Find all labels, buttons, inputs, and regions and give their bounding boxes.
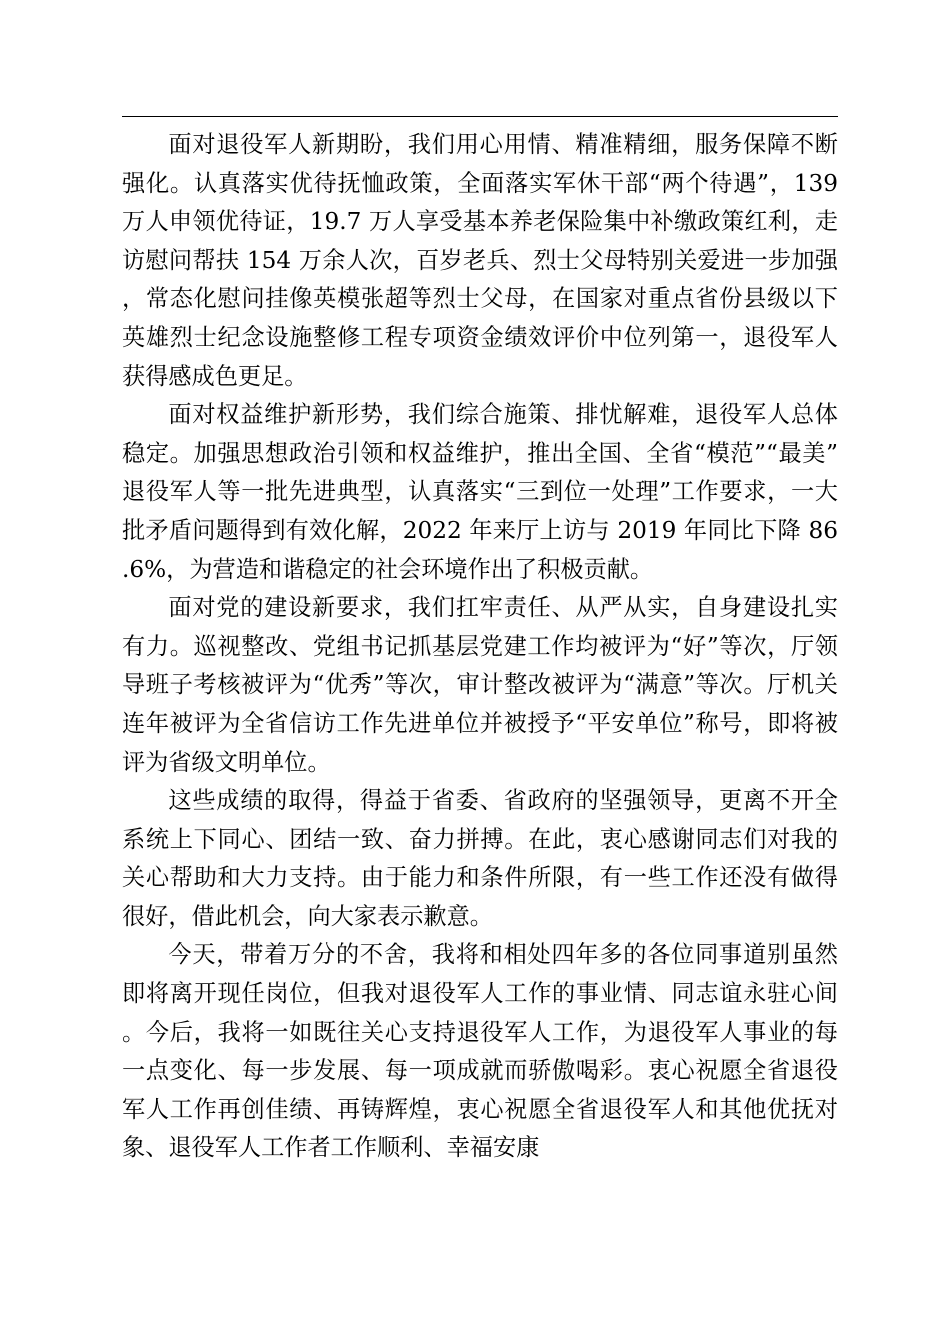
paragraph-rights-protection: 面对权益维护新形势，我们综合施策、排忧解难，退役军人总体稳定。加强思想政治引领和权益维护，推出全国、全省“模范”“最美”退役军人等一批先进典型，认真落实“三到位一处理”工作要求，一大批矛盾问题得到有效化解，2022 年来厅上访与 2019 年同比下降 86.6%，为营造和谐稳定的社会环境作出了积极贡献。: [122, 401, 838, 583]
paragraph-service-guarantee: 面对退役军人新期盼，我们用心用情、精准精细，服务保障不断强化。认真落实优待抚恤政策，全面落实军休干部“两个待遇”，139 万人申领优待证，19.7 万人享受基本养老保险集中补缴政策红利，走访慰问帮扶 154 万余人次，百岁老兵、烈士父母特别关爱进一步加强，常态化慰问挂像英模张超等烈士父母，在国家对重点省份县级以下英雄烈士纪念设施整修工程专项资金绩效评价中位列第一，退役军人获得感成色更足。: [122, 131, 838, 390]
paragraph-acknowledgement: 这些成绩的取得，得益于省委、省政府的坚强领导，更离不开全系统上下同心、团结一致、奋力拼搏。在此，衷心感谢同志们对我的关心帮助和大力支持。由于能力和条件所限，有一些工作还没有做得很好，借此机会，向大家表示歉意。: [122, 787, 838, 930]
header-rule: [122, 116, 838, 117]
paragraph-party-building: 面对党的建设新要求，我们扛牢责任、从严从实，自身建设扎实有力。巡视整改、党组书记抓基层党建工作均被评为“好”等次，厅领导班子考核被评为“优秀”等次，审计整改被评为“满意”等次。厅机关连年被评为全省信访工作先进单位并被授予“平安单位”称号，即将被评为省级文明单位。: [122, 594, 838, 776]
paragraph-farewell: 今天，带着万分的不舍，我将和相处四年多的各位同事道别虽然即将离开现任岗位，但我对退役军人工作的事业情、同志谊永驻心间。今后，我将一如既往关心支持退役军人工作，为退役军人事业的每一点变化、每一步发展、每一项成就而骄傲喝彩。衷心祝愿全省退役军人工作再创佳绩、再铸辉煌，衷心祝愿全省退役军人和其他优抚对象、退役军人工作者工作顺利、幸福安康: [122, 941, 838, 1162]
document-body: [122, 126, 838, 1168]
